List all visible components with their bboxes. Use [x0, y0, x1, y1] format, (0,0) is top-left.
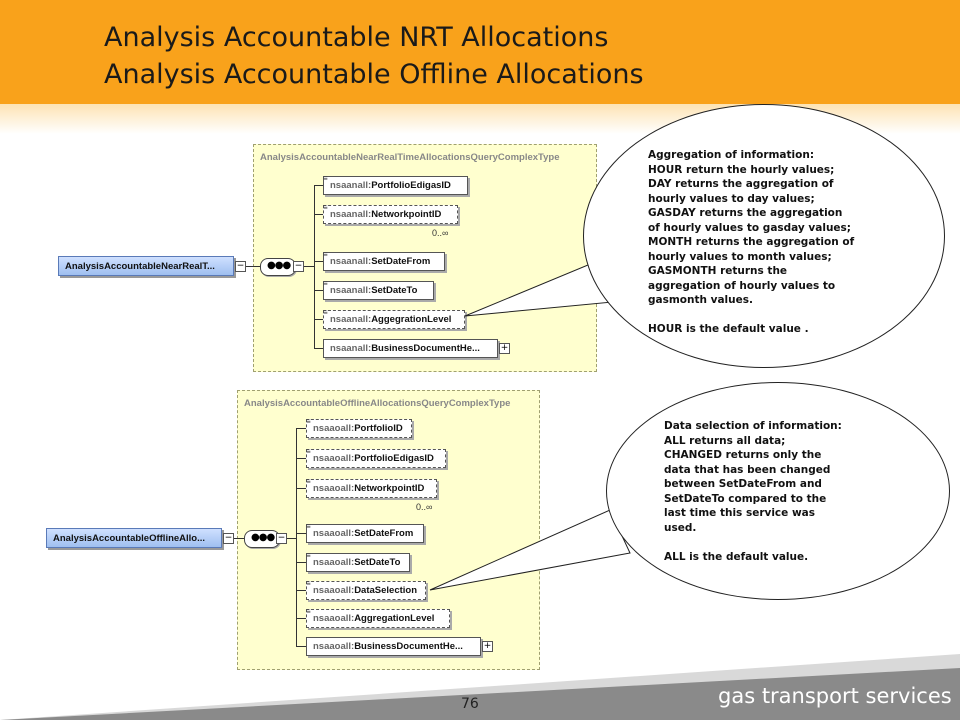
callout-line: gasmonth values.	[648, 294, 753, 306]
element-name: PortfolioEdigasID	[354, 453, 434, 464]
element-prefix: nsaanall:	[330, 180, 372, 191]
callout-line: aggregation of hourly values to	[648, 279, 836, 292]
collapse-icon[interactable]: −	[277, 533, 286, 543]
element-name: SetDateFrom	[371, 256, 431, 267]
callout-line: Aggregation of information:	[648, 149, 815, 161]
page-number: 76	[461, 696, 479, 712]
callout-line: ALL returns all data;	[664, 434, 786, 447]
callout-line: of hourly values to gasday values;	[648, 221, 852, 234]
callout-line: ALL is the default value.	[664, 550, 809, 563]
root-node-offline[interactable]: AnalysisAccountableOfflineAllo...	[46, 528, 222, 548]
footer-wedge	[0, 640, 960, 720]
callout-line: between SetDateFrom and	[664, 478, 822, 490]
element-prefix: nsaaoall:	[313, 483, 355, 494]
element-prefix: nsaaoall:	[313, 423, 355, 434]
element-mark-icon: ≡	[306, 522, 311, 531]
root-node-nrt[interactable]: AnalysisAccountableNearRealT...	[58, 256, 234, 276]
callout-line: GASMONTH returns the	[648, 265, 788, 277]
element-prefix: nsaaoall:	[313, 613, 355, 624]
brand-logo: gas transport services	[718, 684, 952, 708]
callout-line	[664, 535, 842, 550]
callout-line: GASDAY returns the aggregation	[648, 207, 843, 219]
callout-line: HOUR is the default value .	[648, 323, 809, 335]
sequence-icon: ●●●	[251, 532, 275, 543]
element-prefix: nsaaoall:	[313, 557, 355, 568]
callout-line: MONTH returns the aggregation of	[648, 236, 855, 248]
element-name: SetDateFrom	[354, 528, 414, 539]
element-mark-icon: ≡	[323, 174, 328, 183]
callout-pointer-bottom	[430, 510, 630, 590]
element-name: SetDateTo	[354, 557, 401, 568]
callout-line: hourly values to month values;	[648, 250, 832, 263]
callout-line: DAY returns the aggregation of	[648, 178, 834, 190]
element-mark-icon: ≡	[306, 417, 311, 426]
element-mark-icon: ≡	[323, 308, 328, 317]
element-mark-icon: ≡	[323, 250, 328, 259]
element-name: SetDateTo	[371, 285, 418, 296]
element-prefix: nsaaoall:	[313, 528, 355, 539]
collapse-icon[interactable]: −	[224, 533, 233, 543]
collapse-icon[interactable]: −	[294, 261, 303, 271]
sequence-icon: ●●●	[267, 260, 291, 271]
callout-line: HOUR return the hourly values;	[648, 163, 835, 176]
element-name: AggegrationLevel	[371, 314, 452, 325]
collapse-icon[interactable]: −	[236, 261, 245, 271]
callout-text-aggregation	[648, 148, 854, 337]
element-mark-icon: ≡	[306, 607, 311, 616]
expand-icon[interactable]: +	[483, 641, 492, 651]
element-mark-icon: ≡	[306, 579, 311, 588]
element-name: NetworkpointID	[371, 209, 442, 220]
schema-type-label-offline: AnalysisAccountableOfflineAllocationsQueryComplexType	[244, 398, 511, 409]
callout-line: hourly values to day values;	[648, 192, 815, 205]
element-mark-icon: ≡	[306, 551, 311, 560]
callout-line: data that has been changed	[664, 463, 831, 476]
element-name: AggregationLevel	[354, 613, 435, 624]
element-name: PortfolioID	[354, 423, 403, 434]
title-line-1: Analysis Accountable NRT Allocations	[104, 22, 609, 53]
element-name: DataSelection	[354, 585, 418, 596]
element-name: BusinessDocumentHe...	[354, 641, 463, 652]
element-prefix: nsaanall:	[330, 285, 372, 296]
element-prefix: nsaaoall:	[313, 453, 355, 464]
element-mark-icon: ≡	[306, 447, 311, 456]
callout-line: Data selection of information:	[664, 420, 842, 432]
callout-text-data-selection	[664, 419, 842, 564]
callout-line: CHANGED returns only the	[664, 449, 822, 461]
element-name: PortfolioEdigasID	[371, 180, 451, 191]
multiplicity-label: 0..∞	[432, 228, 449, 238]
callout-line: last time this service was	[664, 507, 815, 519]
element-prefix: nsaanall:	[330, 343, 372, 354]
multiplicity-label: 0..∞	[416, 502, 433, 512]
expand-icon[interactable]: +	[500, 343, 509, 353]
element-mark-icon: ≡	[323, 279, 328, 288]
element-mark-icon: ≡	[323, 203, 328, 212]
element-prefix: nsaanall:	[330, 314, 372, 325]
callout-line: SetDateTo compared to the	[664, 492, 827, 505]
element-name: NetworkpointID	[354, 483, 425, 494]
callout-line: used.	[664, 521, 697, 534]
element-prefix: nsaanall:	[330, 209, 372, 220]
element-name: BusinessDocumentHe...	[371, 343, 480, 354]
element-mark-icon: ≡	[306, 477, 311, 486]
title-line-2: Analysis Accountable Offline Allocations	[104, 59, 644, 90]
element-prefix: nsaaoall:	[313, 641, 355, 652]
callout-line	[648, 308, 854, 323]
element-prefix: nsaanall:	[330, 256, 372, 267]
schema-type-label-nrt: AnalysisAccountableNearRealTimeAllocationsQueryComplexType	[260, 152, 560, 163]
element-prefix: nsaaoall:	[313, 585, 355, 596]
